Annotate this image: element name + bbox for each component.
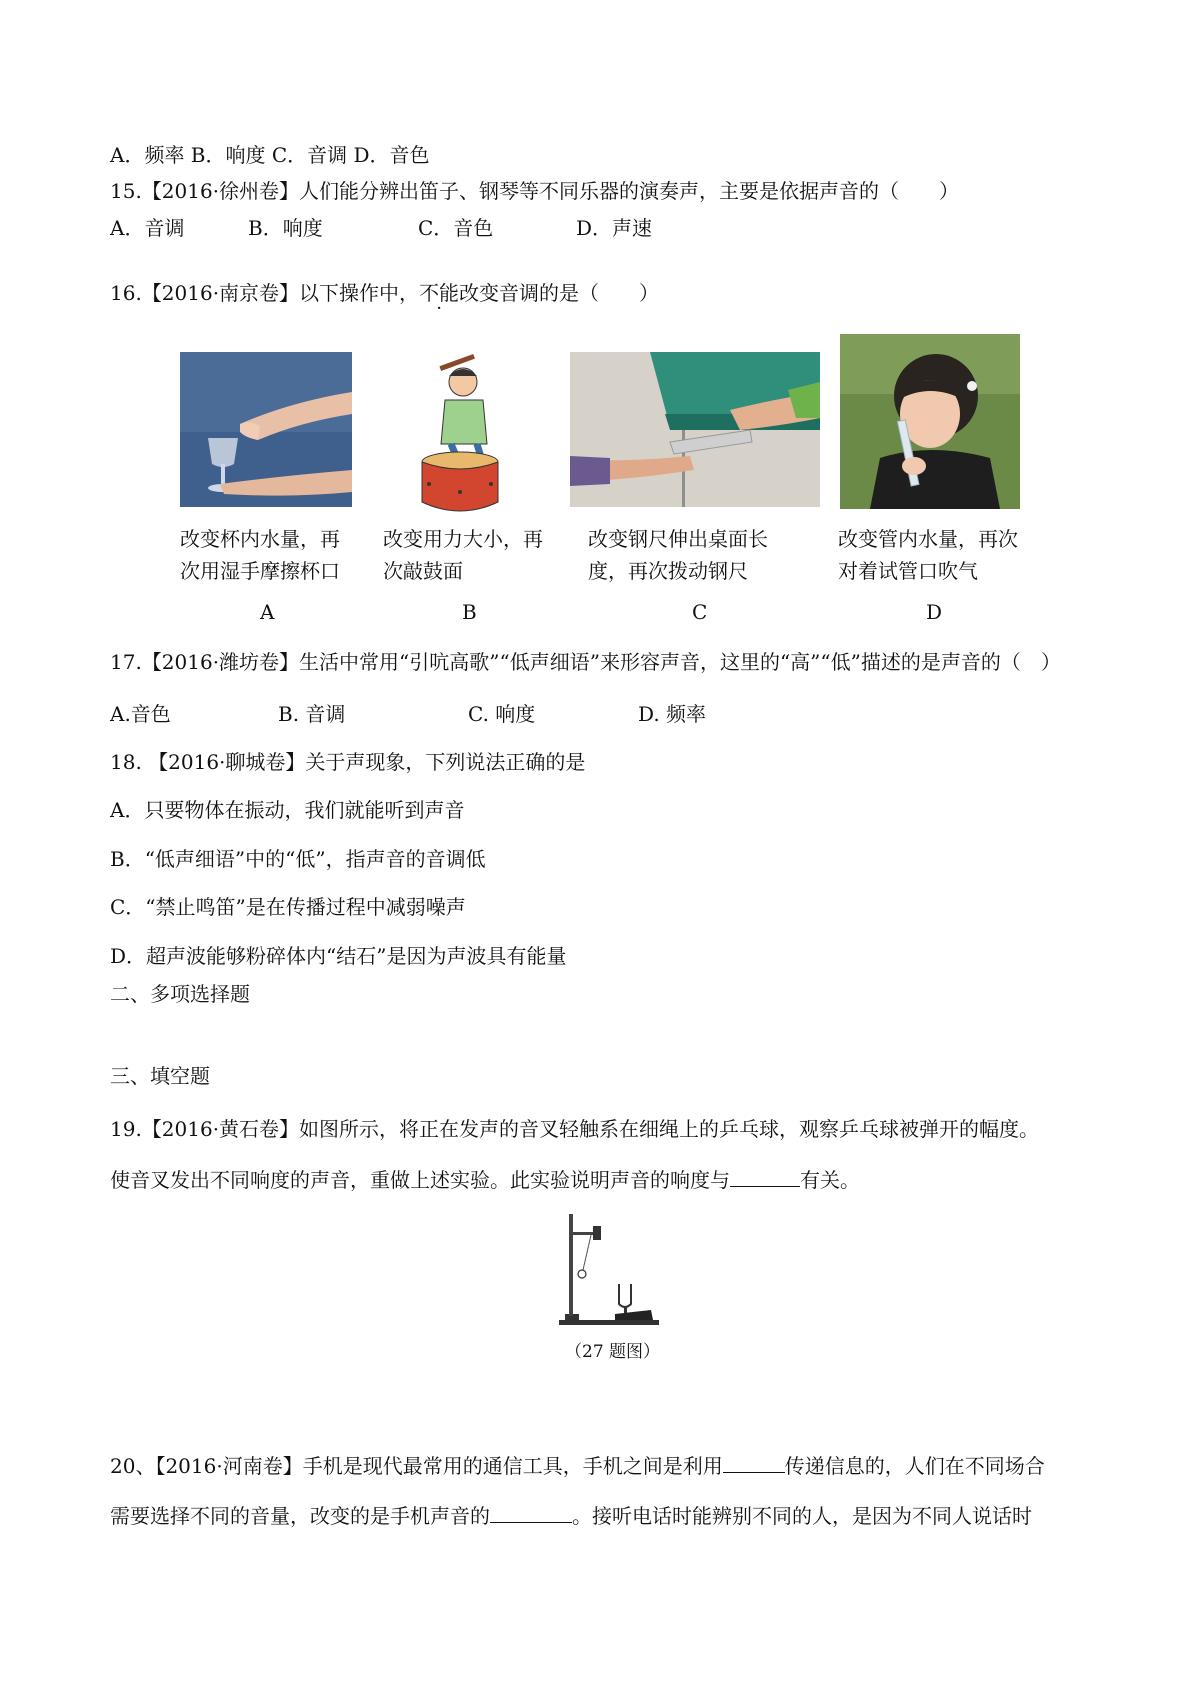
q20-line1-pre: 20、【2016·河南卷】手机是现代最常用的通信工具，手机之间是利用 [110,1454,723,1478]
q16-letter-d: D [926,600,943,624]
tuning-fork-figure [555,1210,665,1330]
q16-caption-a-line2: 次用湿手摩擦杯口 [180,559,340,583]
q20-line2 [110,1502,1032,1530]
q19-line2 [110,1166,860,1194]
q16-caption-c-line1: 改变钢尺伸出桌面长 [588,527,768,551]
q18-option-d: D．超声波能够粉碎体内“结石”是因为声波具有能量 [110,944,567,968]
q16-letter-c: C [692,600,708,624]
q18-option-a: A．只要物体在振动，我们就能听到声音 [110,798,465,822]
q15-option-c: C．音色 [418,216,494,240]
q19-answer-blank[interactable] [730,1166,800,1187]
q20-line1 [110,1452,1045,1480]
q18-stem: 18. 【2016·聊城卷】关于声现象，下列说法正确的是 [110,750,586,774]
q19-line2-post: 有关。 [800,1168,860,1192]
q16-stem-post: 改变音调的是（ ） [459,281,660,305]
q16-caption-a-line1: 改变杯内水量，再 [180,527,340,551]
drum-cartoon [405,352,525,517]
q16-letter-b: B [462,600,477,624]
q15-option-b: B．响度 [248,216,323,240]
q20-line1-post: 传递信息的，人们在不同场合 [784,1454,1045,1478]
q17-option-a: A.音色 [110,702,171,726]
section-heading-multiple-choice: 二、多项选择题 [110,982,250,1006]
q16-caption-d [838,523,1038,587]
q14-options: A．频率 B．响度 C．音调 D．音色 [110,143,430,167]
q16-caption-b-line2: 次敲鼓面 [383,559,463,583]
glass-rubbing-photo [180,352,352,507]
q15-option-d: D．声速 [576,216,653,240]
q20-line2-pre: 需要选择不同的音量，改变的是手机声音的 [110,1504,490,1528]
q15-option-a: A．音调 [110,216,185,240]
q17-option-d: D. 频率 [638,702,707,726]
q18-option-c: C．“禁止鸣笛”是在传播过程中减弱噪声 [110,895,466,919]
q17-option-b: B. 音调 [278,702,346,726]
q16-caption-d-line2: 对着试管口吹气 [838,559,978,583]
q15-stem: 15.【2016·徐州卷】人们能分辨出笛子、钢琴等不同乐器的演奏声，主要是依据声音的（ ） [110,179,960,203]
q20-answer-blank-1[interactable] [723,1452,785,1473]
q16-caption-c-line2: 度，再次拨动钢尺 [588,559,748,583]
q19-line2-pre: 使音叉发出不同响度的声音，重做上述实验。此实验说明声音的响度与 [110,1168,730,1192]
figure-caption: （27 题图） [565,1342,661,1362]
q16-caption-a [180,523,360,587]
q17-stem: 17.【2016·潍坊卷】生活中常用“引吭高歌”“低声细语”来形容声音，这里的“高”“低”描述的是声音的（ ） [110,650,1061,674]
girl-blowing-tube-photo [840,334,1020,509]
q20-answer-blank-2[interactable] [490,1502,572,1523]
q17-option-c: C. 响度 [468,702,536,726]
q16-caption-c [588,523,818,587]
q16-caption-d-line1: 改变管内水量，再次 [838,527,1018,551]
q18-option-b: B．“低声细语”中的“低”，指声音的音调低 [110,847,486,871]
q16-caption-b-line1: 改变用力大小，再 [383,527,543,551]
q16-stem-emphasis: 不能 [419,281,460,305]
ruler-table-photo [570,352,820,507]
q20-line2-post: 。接听电话时能辨别不同的人，是因为不同人说话时 [572,1504,1032,1528]
q16-letter-a: A [260,600,275,624]
q19-line1: 19.【2016·黄石卷】如图所示，将正在发声的音叉轻触系在细绳上的乒乓球，观察乒乓球被弹开的幅度。 [110,1117,1040,1141]
q16-stem-pre: 16.【2016·南京卷】以下操作中， [110,281,420,305]
q16-stem [110,279,659,307]
section-heading-fill-blank: 三、填空题 [110,1064,210,1088]
q16-caption-b [383,523,563,587]
